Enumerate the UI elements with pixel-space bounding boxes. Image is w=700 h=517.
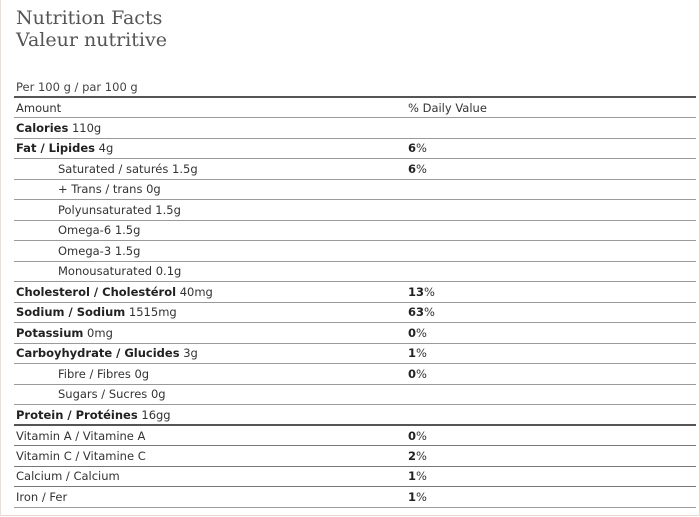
daily-value-cell xyxy=(406,261,696,282)
daily-value-cell xyxy=(406,220,696,241)
nutrient-row xyxy=(14,220,696,241)
daily-value-cell xyxy=(406,282,696,303)
daily-value-percent: % xyxy=(416,469,427,484)
nutrient-row xyxy=(14,343,696,364)
daily-value-cell xyxy=(406,159,696,180)
nutrient-cell xyxy=(14,200,406,221)
nutrient-label: Fibre / Fibres xyxy=(58,366,131,381)
daily-value-cell xyxy=(406,364,696,385)
nutrient-cell xyxy=(14,261,406,282)
nutrient-amount: 4g xyxy=(98,141,114,156)
daily-value-percent: % xyxy=(416,346,427,361)
nutrient-cell xyxy=(14,159,406,180)
vitamin-row xyxy=(14,487,696,508)
daily-value-number: 0 xyxy=(408,325,417,340)
daily-value-number: 63 xyxy=(408,305,425,320)
daily-value-cell xyxy=(406,302,696,323)
daily-value-percent: % xyxy=(424,284,435,299)
daily-value-percent: % xyxy=(424,305,435,320)
daily-value-cell xyxy=(406,200,696,221)
nutrient-label: Potassium xyxy=(16,325,84,340)
amount-header: Amount xyxy=(14,97,406,118)
nutrient-amount: 0g xyxy=(146,182,161,197)
daily-value-cell xyxy=(406,446,696,467)
daily-value-percent: % xyxy=(416,489,427,504)
nutrient-cell xyxy=(14,220,406,241)
daily-value-cell xyxy=(406,425,696,446)
nutrient-row xyxy=(14,282,696,303)
nutrient-row xyxy=(14,241,696,262)
nutrient-amount: 1515mg xyxy=(128,305,177,320)
nutrition-table xyxy=(14,96,696,508)
daily-value-number: 6 xyxy=(408,141,417,156)
daily-value-cell xyxy=(406,241,696,262)
nutrient-label: Carboyhydrate / Glucides xyxy=(16,346,180,361)
daily-value-percent: % xyxy=(416,141,427,156)
nutrient-cell xyxy=(14,138,406,159)
nutrient-row xyxy=(14,302,696,323)
nutrient-cell xyxy=(14,118,406,139)
daily-value-number: 1 xyxy=(408,469,417,484)
nutrient-cell xyxy=(14,364,406,385)
daily-value-percent: % xyxy=(416,366,427,381)
daily-value-cell xyxy=(406,343,696,364)
nutrient-amount: 110g xyxy=(71,120,102,135)
nutrient-row xyxy=(14,323,696,344)
nutrient-amount: 1.5g xyxy=(114,223,141,238)
nutrient-amount: 1.5g xyxy=(172,161,198,176)
daily-value-cell xyxy=(406,138,696,159)
daily-value-cell xyxy=(406,323,696,344)
vitamin-label: Iron / Fer xyxy=(14,487,406,508)
nutrient-amount: 1.5g xyxy=(155,202,181,217)
nutrient-label: Fat / Lipides xyxy=(16,141,95,156)
nutrient-cell xyxy=(14,384,406,405)
nutrient-row xyxy=(14,384,696,405)
nutrient-cell xyxy=(14,241,406,262)
daily-value-cell xyxy=(406,384,696,405)
daily-value-percent: % xyxy=(416,325,427,340)
daily-value-cell xyxy=(406,487,696,508)
vitamin-row xyxy=(14,446,696,467)
nutrient-amount: 3g xyxy=(183,346,198,361)
daily-value-number: 0 xyxy=(408,366,417,381)
nutrient-label: Protein / Protéines xyxy=(16,407,138,422)
daily-value-percent: % xyxy=(416,161,427,176)
nutrient-label: + Trans / trans xyxy=(58,182,143,197)
nutrient-label: Omega-6 xyxy=(58,223,112,238)
vitamin-row xyxy=(14,425,696,446)
nutrient-label: Calories xyxy=(16,120,69,135)
table-header-row xyxy=(14,97,696,118)
nutrient-row xyxy=(14,364,696,385)
daily-value-cell xyxy=(406,405,696,426)
nutrient-row xyxy=(14,138,696,159)
daily-value-number: 13 xyxy=(408,284,425,299)
vitamin-label: Vitamin C / Vitamine C xyxy=(14,446,406,467)
nutrient-label: Sodium / Sodium xyxy=(16,305,126,320)
nutrient-cell xyxy=(14,405,406,426)
nutrient-cell xyxy=(14,179,406,200)
nutrient-amount: 40mg xyxy=(179,284,213,299)
title-english: Nutrition Facts xyxy=(16,7,163,29)
nutrient-cell xyxy=(14,302,406,323)
nutrient-row xyxy=(14,405,696,426)
nutrient-amount: 0.1g xyxy=(155,264,182,279)
nutrient-amount: 0g xyxy=(134,366,150,381)
nutrient-cell xyxy=(14,282,406,303)
nutrient-label: Polyunsaturated xyxy=(58,202,152,217)
vitamin-label: Calcium / Calcium xyxy=(14,466,406,487)
nutrition-title xyxy=(16,7,167,51)
nutrient-row xyxy=(14,159,696,180)
daily-value-cell xyxy=(406,179,696,200)
nutrient-label: Cholesterol / Cholestérol xyxy=(16,284,177,299)
daily-value-number: 2 xyxy=(408,448,417,463)
serving-size: Per 100 g / par 100 g xyxy=(16,80,138,94)
daily-value-number: 0 xyxy=(408,428,417,443)
nutrient-amount: 0g xyxy=(150,387,166,402)
nutrient-amount: 16gg xyxy=(141,407,171,422)
nutrient-label: Sugars / Sucres xyxy=(58,387,148,402)
nutrient-row xyxy=(14,179,696,200)
title-french: Valeur nutritive xyxy=(16,29,167,51)
daily-value-number: 1 xyxy=(408,346,417,361)
nutrient-cell xyxy=(14,323,406,344)
daily-value-cell xyxy=(406,118,696,139)
daily-value-number: 6 xyxy=(408,161,417,176)
vitamin-label: Vitamin A / Vitamine A xyxy=(14,425,406,446)
nutrient-row xyxy=(14,118,696,139)
nutrient-row xyxy=(14,200,696,221)
nutrient-amount: 0mg xyxy=(87,325,113,340)
vitamin-row xyxy=(14,466,696,487)
nutrient-row xyxy=(14,261,696,282)
daily-value-percent: % xyxy=(416,448,427,463)
nutrient-amount: 1.5g xyxy=(114,243,141,258)
daily-value-percent: % xyxy=(416,428,427,443)
daily-value-header: % Daily Value xyxy=(406,97,696,118)
daily-value-number: 1 xyxy=(408,489,417,504)
nutrient-label: Omega-3 xyxy=(58,243,112,258)
nutrient-cell xyxy=(14,343,406,364)
nutrient-label: Saturated / saturés xyxy=(58,161,169,176)
daily-value-cell xyxy=(406,466,696,487)
nutrient-label: Monousaturated xyxy=(58,264,153,279)
